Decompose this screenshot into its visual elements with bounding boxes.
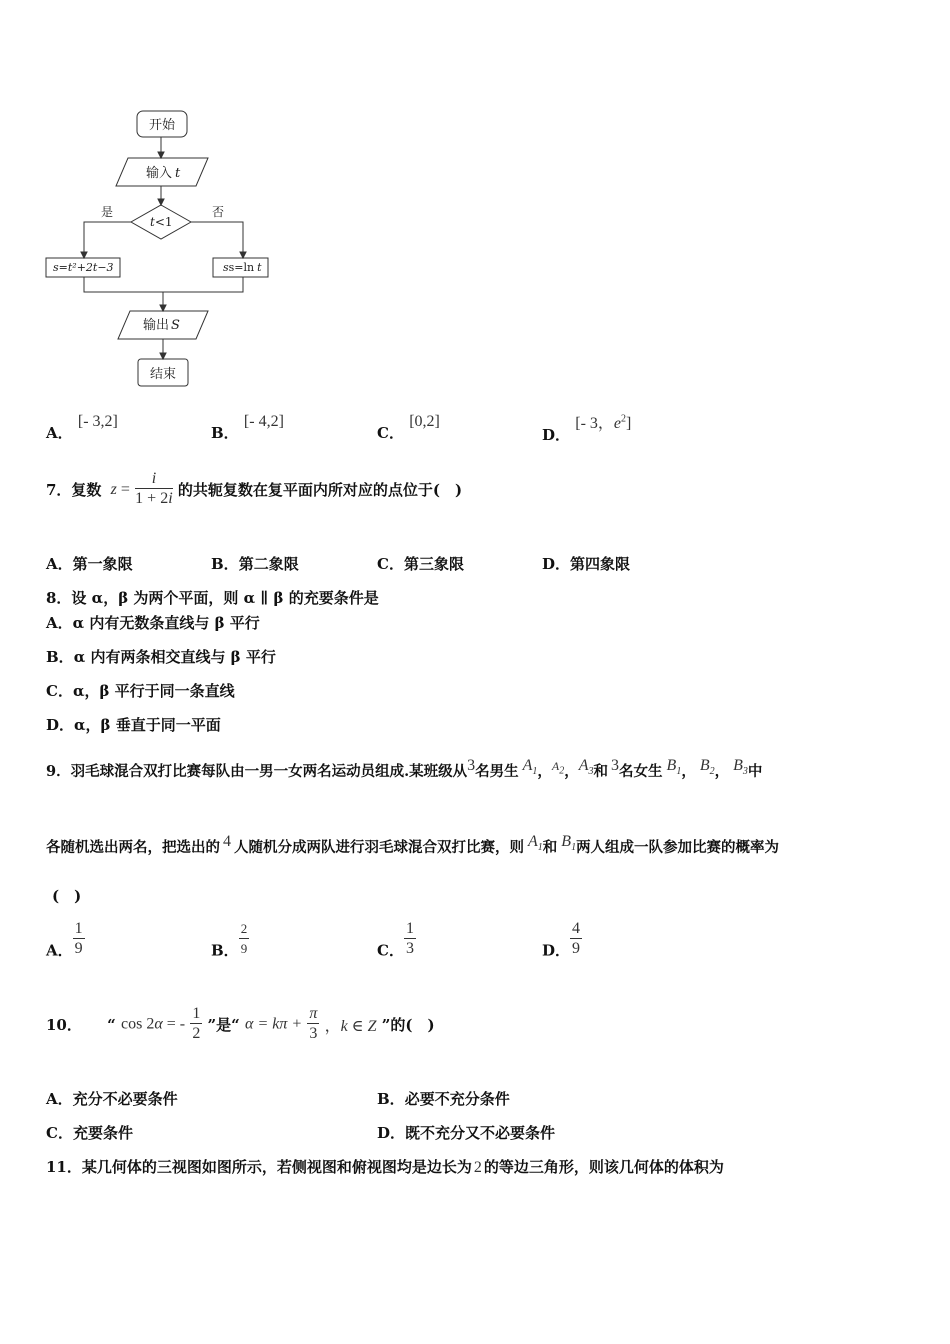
q6-option-c[interactable]: C． [0,2] xyxy=(377,413,440,442)
q9-stem-line1: 9．羽毛球混合双打比赛每队由一男一女两名运动员组成.某班级从3名男生 $A_1$，$^{A_2}$，$A_3$和 3名女生 $B_1$， $B_2$， $B_3$中 xyxy=(46,757,763,780)
flow-input-text: 输入 xyxy=(146,166,173,181)
flow-end-text: 结束 xyxy=(150,367,177,382)
q9-stem-line2: 各随机选出两名，把选出的 4 人随机分成两队进行羽毛球混合双打比赛，则 $A_1$和 $B_1$两人组成一队参加比赛的概率为 xyxy=(46,833,780,856)
svg-text:输出S: 输出 S xyxy=(143,318,180,333)
q11-stem: 11．某几何体的三视图如图所示，若侧视图和俯视图均是边长为 2 的等边三角形，则该几何体的体积为 xyxy=(46,1158,724,1176)
q8-stem: 8．设 α，β 为两个平面，则 α ∥ β 的充要条件是 xyxy=(46,589,379,607)
q7-option-d[interactable]: D．第四象限 xyxy=(542,555,631,573)
q8-option-d[interactable]: D．α，β 垂直于同一平面 xyxy=(46,716,221,734)
q10-option-d[interactable]: D．既不充分又不必要条件 xyxy=(377,1124,556,1142)
flowchart xyxy=(0,100,300,400)
flow-output-text: 输出 xyxy=(143,318,170,333)
q9-option-a[interactable]: A． $\frac{1}{9}$ xyxy=(46,920,83,960)
q7-option-b[interactable]: B．第二象限 xyxy=(211,555,299,573)
q10-option-a[interactable]: A．充分不必要条件 xyxy=(46,1090,178,1108)
flow-no-label: 否 xyxy=(212,205,225,219)
q6-option-a[interactable]: A． [- 3,2] xyxy=(46,413,118,442)
q6-option-b[interactable]: B． [- 4,2] xyxy=(211,413,284,442)
q7-stem: 7．复数 z = $\frac{i}{1 + 2i}$ 的共轭复数在复平面内所对应的点位于( ) xyxy=(46,470,463,507)
flow-yes-label: 是 xyxy=(101,205,114,219)
q7-option-c[interactable]: C．第三象限 xyxy=(377,555,464,573)
q10-stem: 10． “ cos 2α = - $\frac{1}{2}$ ”是“ α = kπ + $\frac{\pi}{3}$ ，k ∈ Z ”的( ) xyxy=(46,1005,435,1042)
q9-option-b[interactable]: B． $\frac{2}{9}$ xyxy=(211,921,248,960)
svg-text:输入t: 输入 t xyxy=(146,166,181,181)
flow-left-text: s=t²+2t−3 xyxy=(53,261,114,274)
q10-option-c[interactable]: C．充要条件 xyxy=(46,1124,133,1142)
q9-paren: ( ) xyxy=(52,887,82,905)
q9-option-d[interactable]: D． $\frac{4}{9}$ xyxy=(542,920,581,960)
svg-text:ss=lnt: ss=ln t xyxy=(223,261,262,274)
q8-option-a[interactable]: A．α 内有无数条直线与 β 平行 xyxy=(46,614,260,632)
q6-option-d[interactable]: D． [- 3，$e^2$] xyxy=(542,413,632,444)
flow-start-text: 开始 xyxy=(149,118,176,133)
q10-option-b[interactable]: B．必要不充分条件 xyxy=(377,1090,510,1108)
q8-option-c[interactable]: C．α，β 平行于同一条直线 xyxy=(46,682,235,700)
svg-text:t<1: t<1 xyxy=(150,215,173,229)
q9-option-c[interactable]: C． $\frac{1}{3}$ xyxy=(377,920,414,960)
q7-option-a[interactable]: A．第一象限 xyxy=(46,555,133,573)
q7-fraction: $\frac{i}{1 + 2i}$ xyxy=(135,470,173,507)
q8-option-b[interactable]: B．α 内有两条相交直线与 β 平行 xyxy=(46,648,276,666)
